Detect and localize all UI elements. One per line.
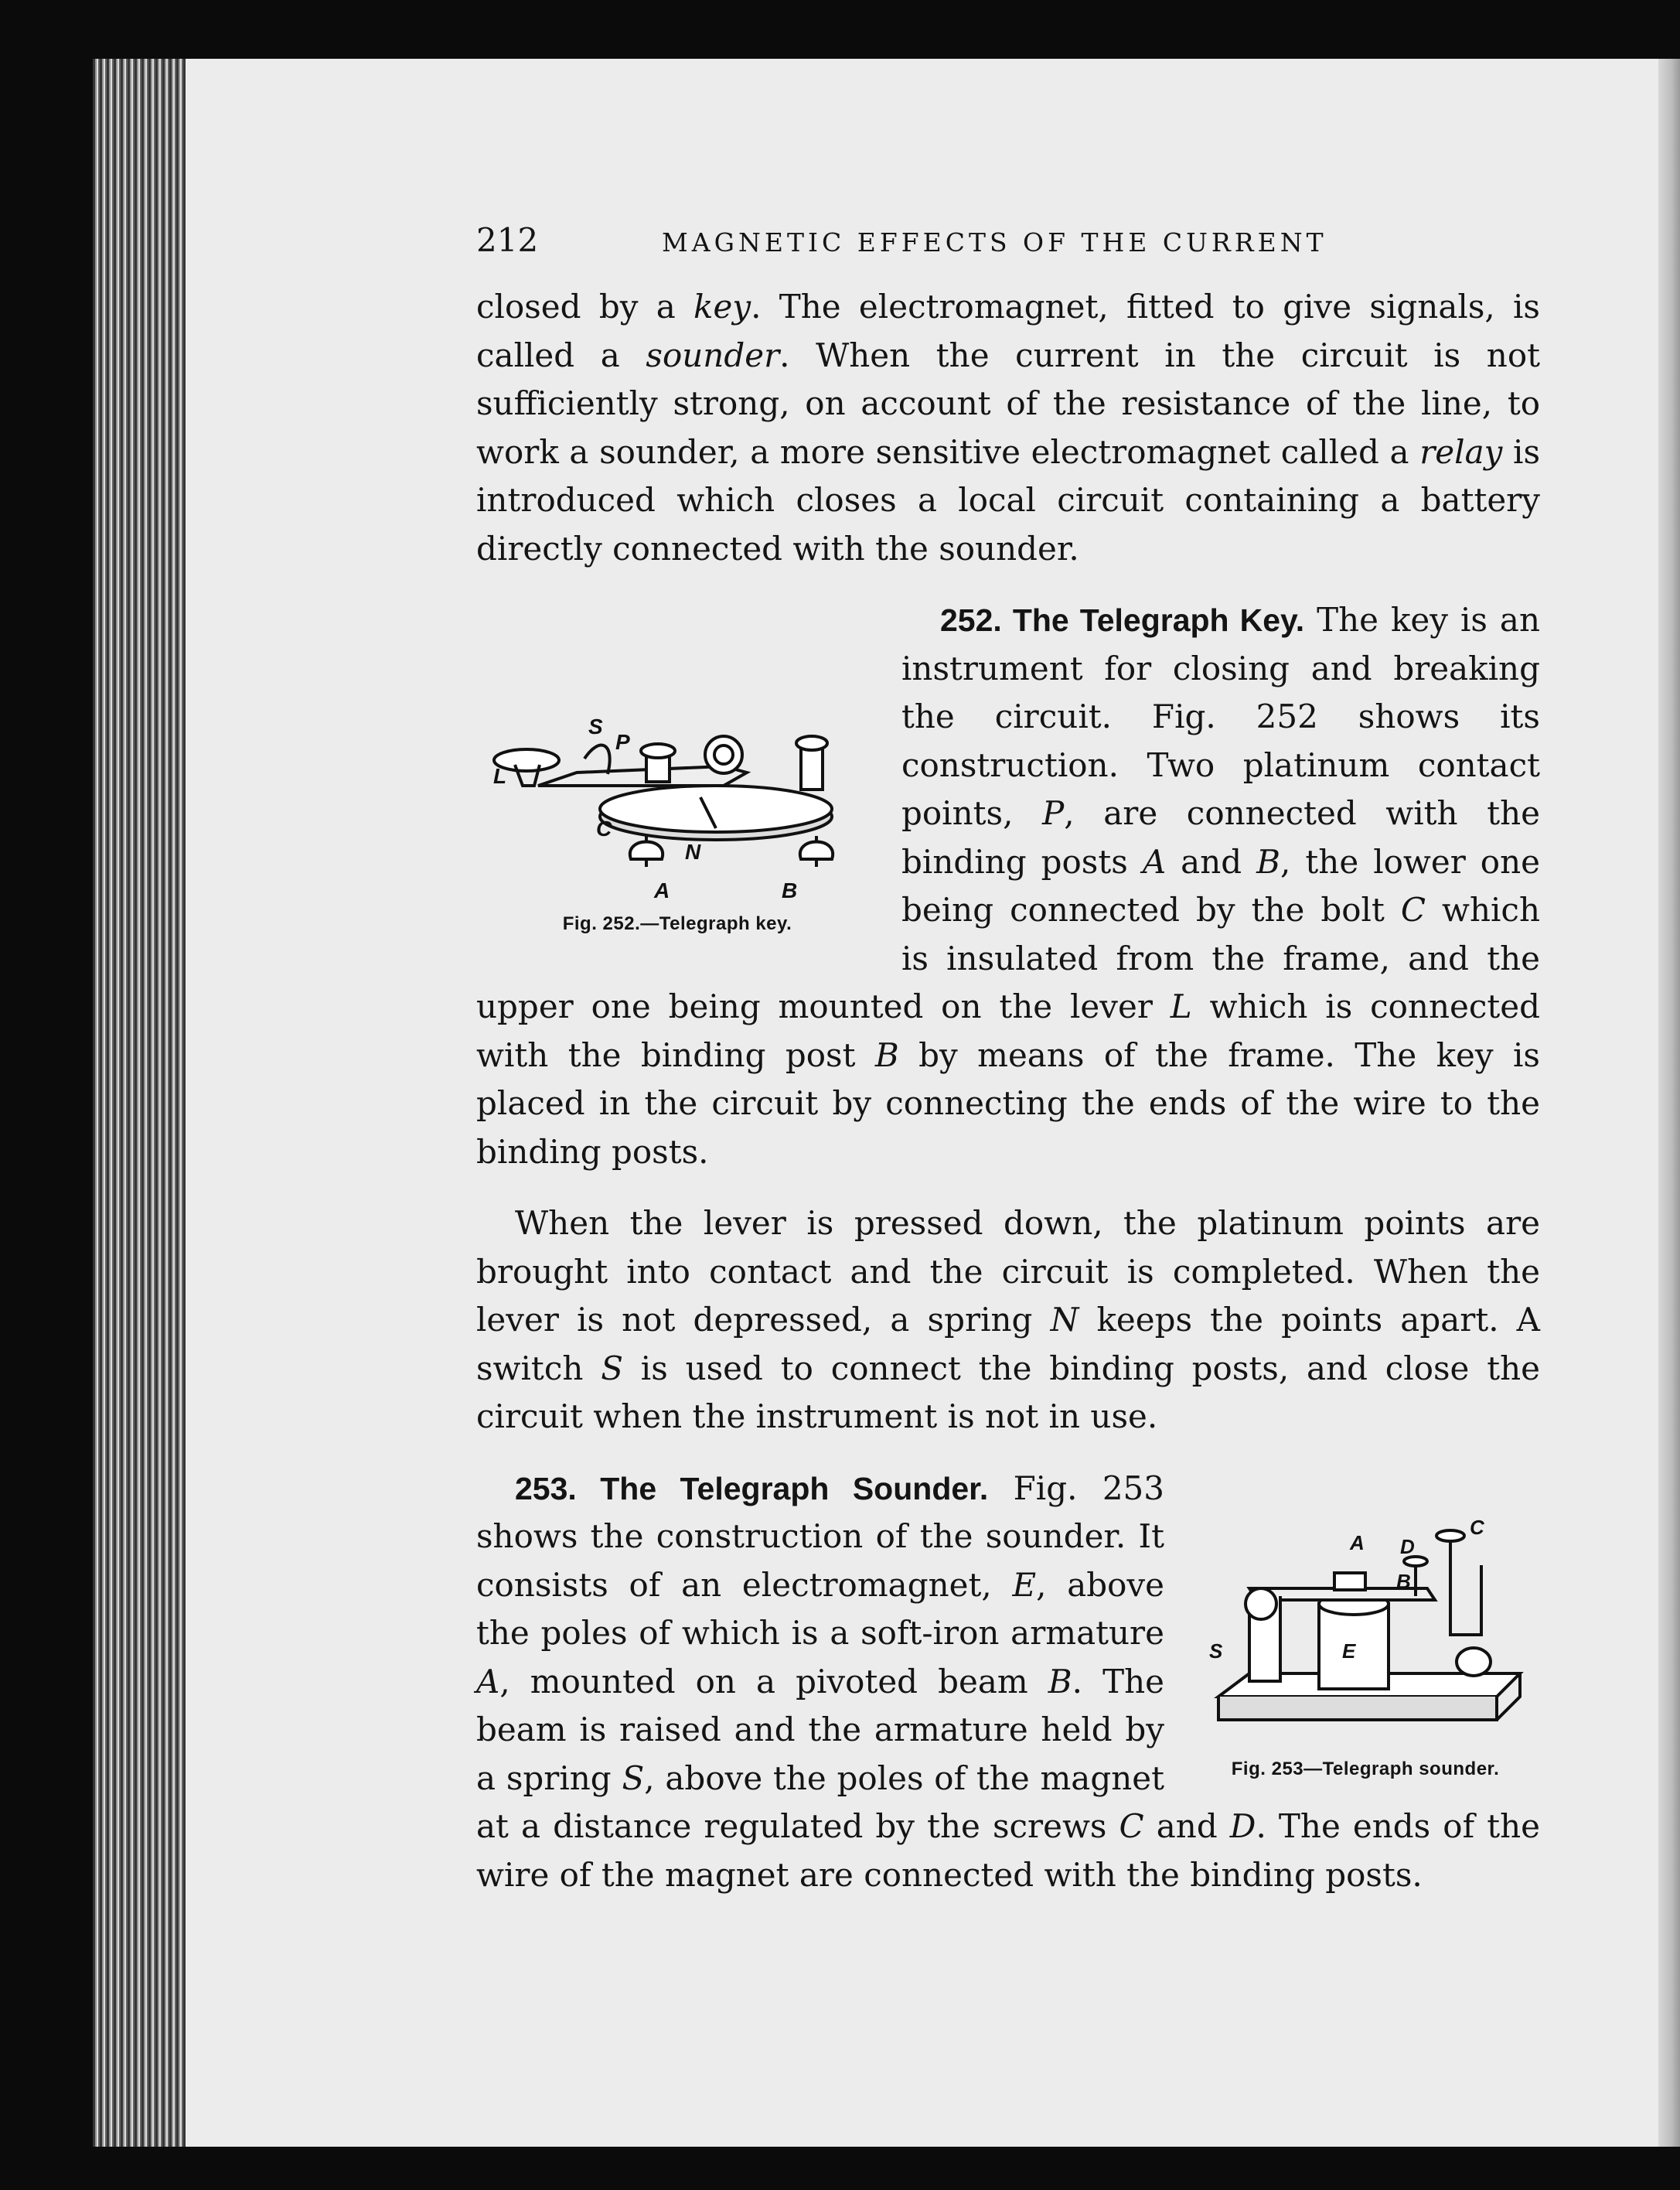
- telegraph-key-illustration: [492, 712, 863, 906]
- fig252-label-l: L: [493, 764, 507, 788]
- book-page: [93, 59, 1680, 2147]
- figure-253: [1191, 1519, 1540, 1780]
- figure-252-caption: Fig. 252.—Telegraph key.: [562, 913, 792, 934]
- intro-paragraph: closed by a key. The electromagnet, fitted to give signals, is called a sounder. When the current in the circuit is not sufficiently strong, on account of the resistance of the line, to work a sounder, a more sensitive electromagnet called a relay is introduced which closes a local circuit containing a battery directly connected with the sounder.: [476, 288, 1540, 568]
- fig252-label-c: C: [596, 817, 612, 841]
- section-253-heading: 253. The Telegraph Sounder.: [515, 1470, 989, 1506]
- fig252-label-n: N: [685, 840, 701, 864]
- fig253-label-e: E: [1342, 1639, 1356, 1663]
- section-252-paragraph-2: When the lever is pressed down, the platinum points are brought into contact and the circuit is completed. When the lever is not depressed, a spring N keeps the points apart. A switch S is used to connect the binding posts, and close the circuit when the instrument is not in use.: [476, 1204, 1541, 1435]
- fig252-label-p: P: [615, 730, 630, 754]
- fig252-label-b: B: [782, 878, 798, 902]
- fig252-label-a: A: [654, 878, 670, 902]
- telegraph-sounder-illustration: [1203, 1519, 1528, 1751]
- section-252-heading: 252. The Telegraph Key.: [940, 602, 1305, 638]
- page-number: 212: [476, 221, 539, 259]
- page-edge-stack: [93, 59, 186, 2147]
- fig253-label-d: D: [1400, 1534, 1415, 1558]
- binding-edge: [1658, 59, 1680, 2147]
- section-252-paragraph-1: 252. The Telegraph Key. The key is an instrument for closing and breaking the circuit. Fig. 252 shows its construction. Two platinum contact points, P, are connected with the binding posts A and B, the lower one being connected by the bolt C which is insulated from the frame, and the upper one being mounted on the lever L which is connected with the binding post B by means of the frame. The key is placed in the circuit by connecting the ends of the wire to the binding posts.: [476, 601, 1540, 1171]
- page-text: [476, 221, 1540, 1899]
- fig253-label-a: A: [1350, 1530, 1365, 1554]
- running-head: MAGNETIC EFFECTS OF THE CURRENT: [662, 227, 1327, 258]
- fig253-label-c: C: [1470, 1518, 1484, 1539]
- fig253-label-b: B: [1396, 1569, 1411, 1593]
- fig253-label-s: S: [1209, 1639, 1223, 1663]
- figure-252: [476, 712, 878, 935]
- figure-253-caption: Fig. 253—Telegraph sounder.: [1231, 1758, 1500, 1779]
- section-253-paragraph: 253. The Telegraph Sounder. Fig. 253 shows the construction of the sounder. It consists of an electromagnet, E, above the poles of which is a soft-iron armature A, mounted on a pivoted beam B. The beam is raised and the armature held by a spring S, above the poles of the magnet at a distance regulated by the screws C and D. The ends of the wire of the magnet are connected with the binding posts.: [476, 1469, 1540, 1894]
- page-header: [476, 221, 1540, 283]
- fig252-label-s: S: [588, 715, 603, 739]
